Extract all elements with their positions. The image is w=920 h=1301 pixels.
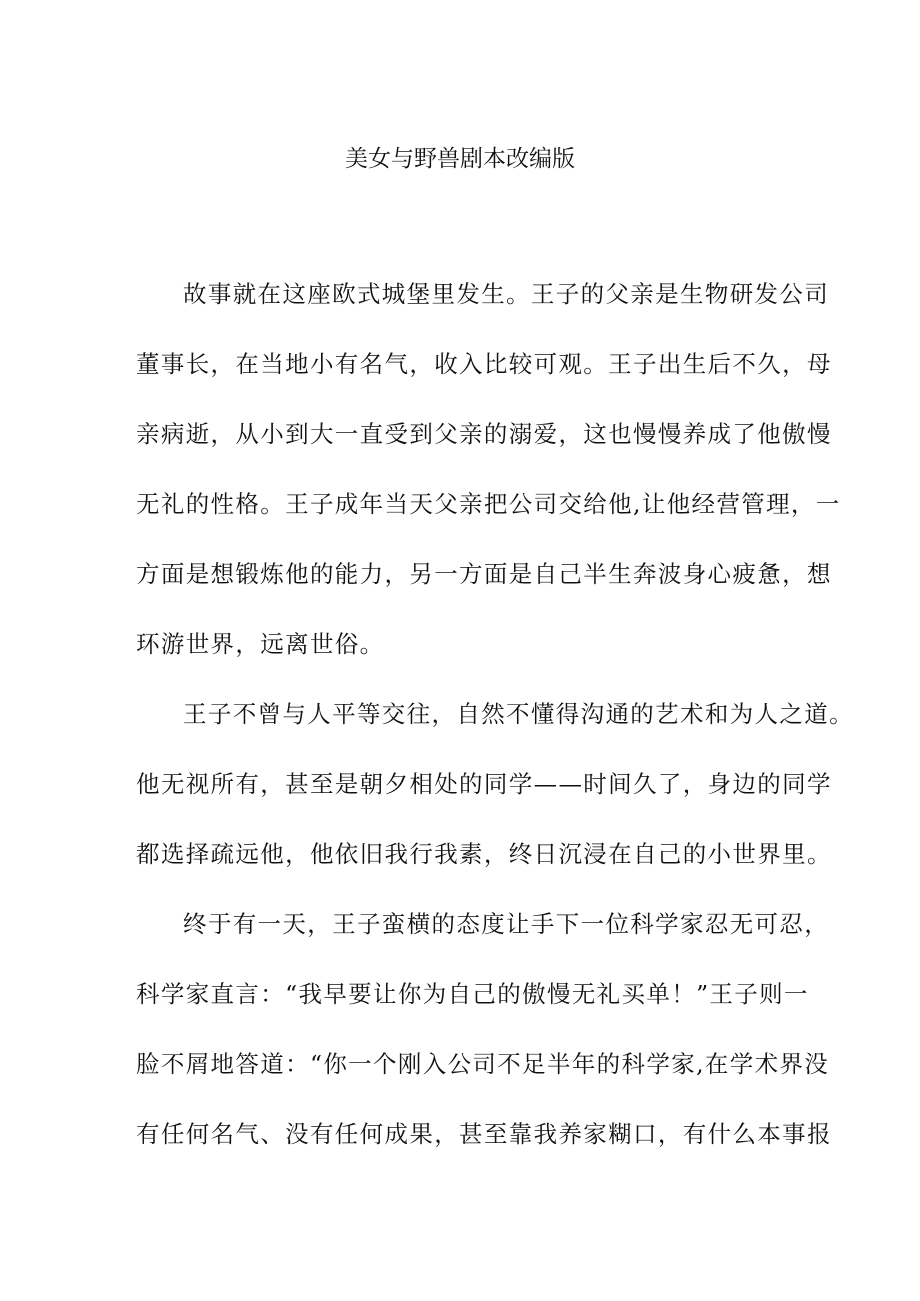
paragraph-2-line-1: 王子不曾与人平等交往，自然不懂得沟通的艺术和为人之道。 xyxy=(183,700,854,728)
paragraph-3-line-2: 科学家直言：“我早要让你为自己的傲慢无礼买单！”王子则一 xyxy=(136,980,809,1008)
paragraph-3-line-3: 脸不屑地答道：“你一个刚入公司不足半年的科学家,在学术界没 xyxy=(136,1050,830,1078)
paragraph-1-line-6: 环游世界，远离世俗。 xyxy=(136,630,385,658)
paragraph-1-line-1: 故事就在这座欧式城堡里发生。王子的父亲是生物研发公司 xyxy=(183,280,830,308)
paragraph-1-line-5: 方面是想锻炼他的能力，另一方面是自己半生奔波身心疲惫，想 xyxy=(136,560,832,588)
paragraph-3-line-4: 有任何名气、没有任何成果，甚至靠我养家糊口，有什么本事报 xyxy=(136,1120,832,1148)
paragraph-1-line-2: 董事长，在当地小有名气，收入比较可观。王子出生后不久，母 xyxy=(136,350,832,378)
paragraph-3-line-1: 终于有一天，王子蛮横的态度让手下一位科学家忍无可忍， xyxy=(183,910,830,938)
paragraph-1-line-3: 亲病逝，从小到大一直受到父亲的溺爱，这也慢慢养成了他傲慢 xyxy=(136,420,832,448)
document-title: 美女与野兽剧本改编版 xyxy=(345,146,575,172)
paragraph-2-line-3: 都选择疏远他，他依旧我行我素，终日沉浸在自己的小世界里。 xyxy=(136,840,832,868)
paragraph-1-line-4: 无礼的性格。王子成年当天父亲把公司交给他,让他经营管理，一 xyxy=(136,490,841,518)
paragraph-2-line-2: 他无视所有，甚至是朝夕相处的同学——时间久了，身边的同学 xyxy=(136,770,832,798)
